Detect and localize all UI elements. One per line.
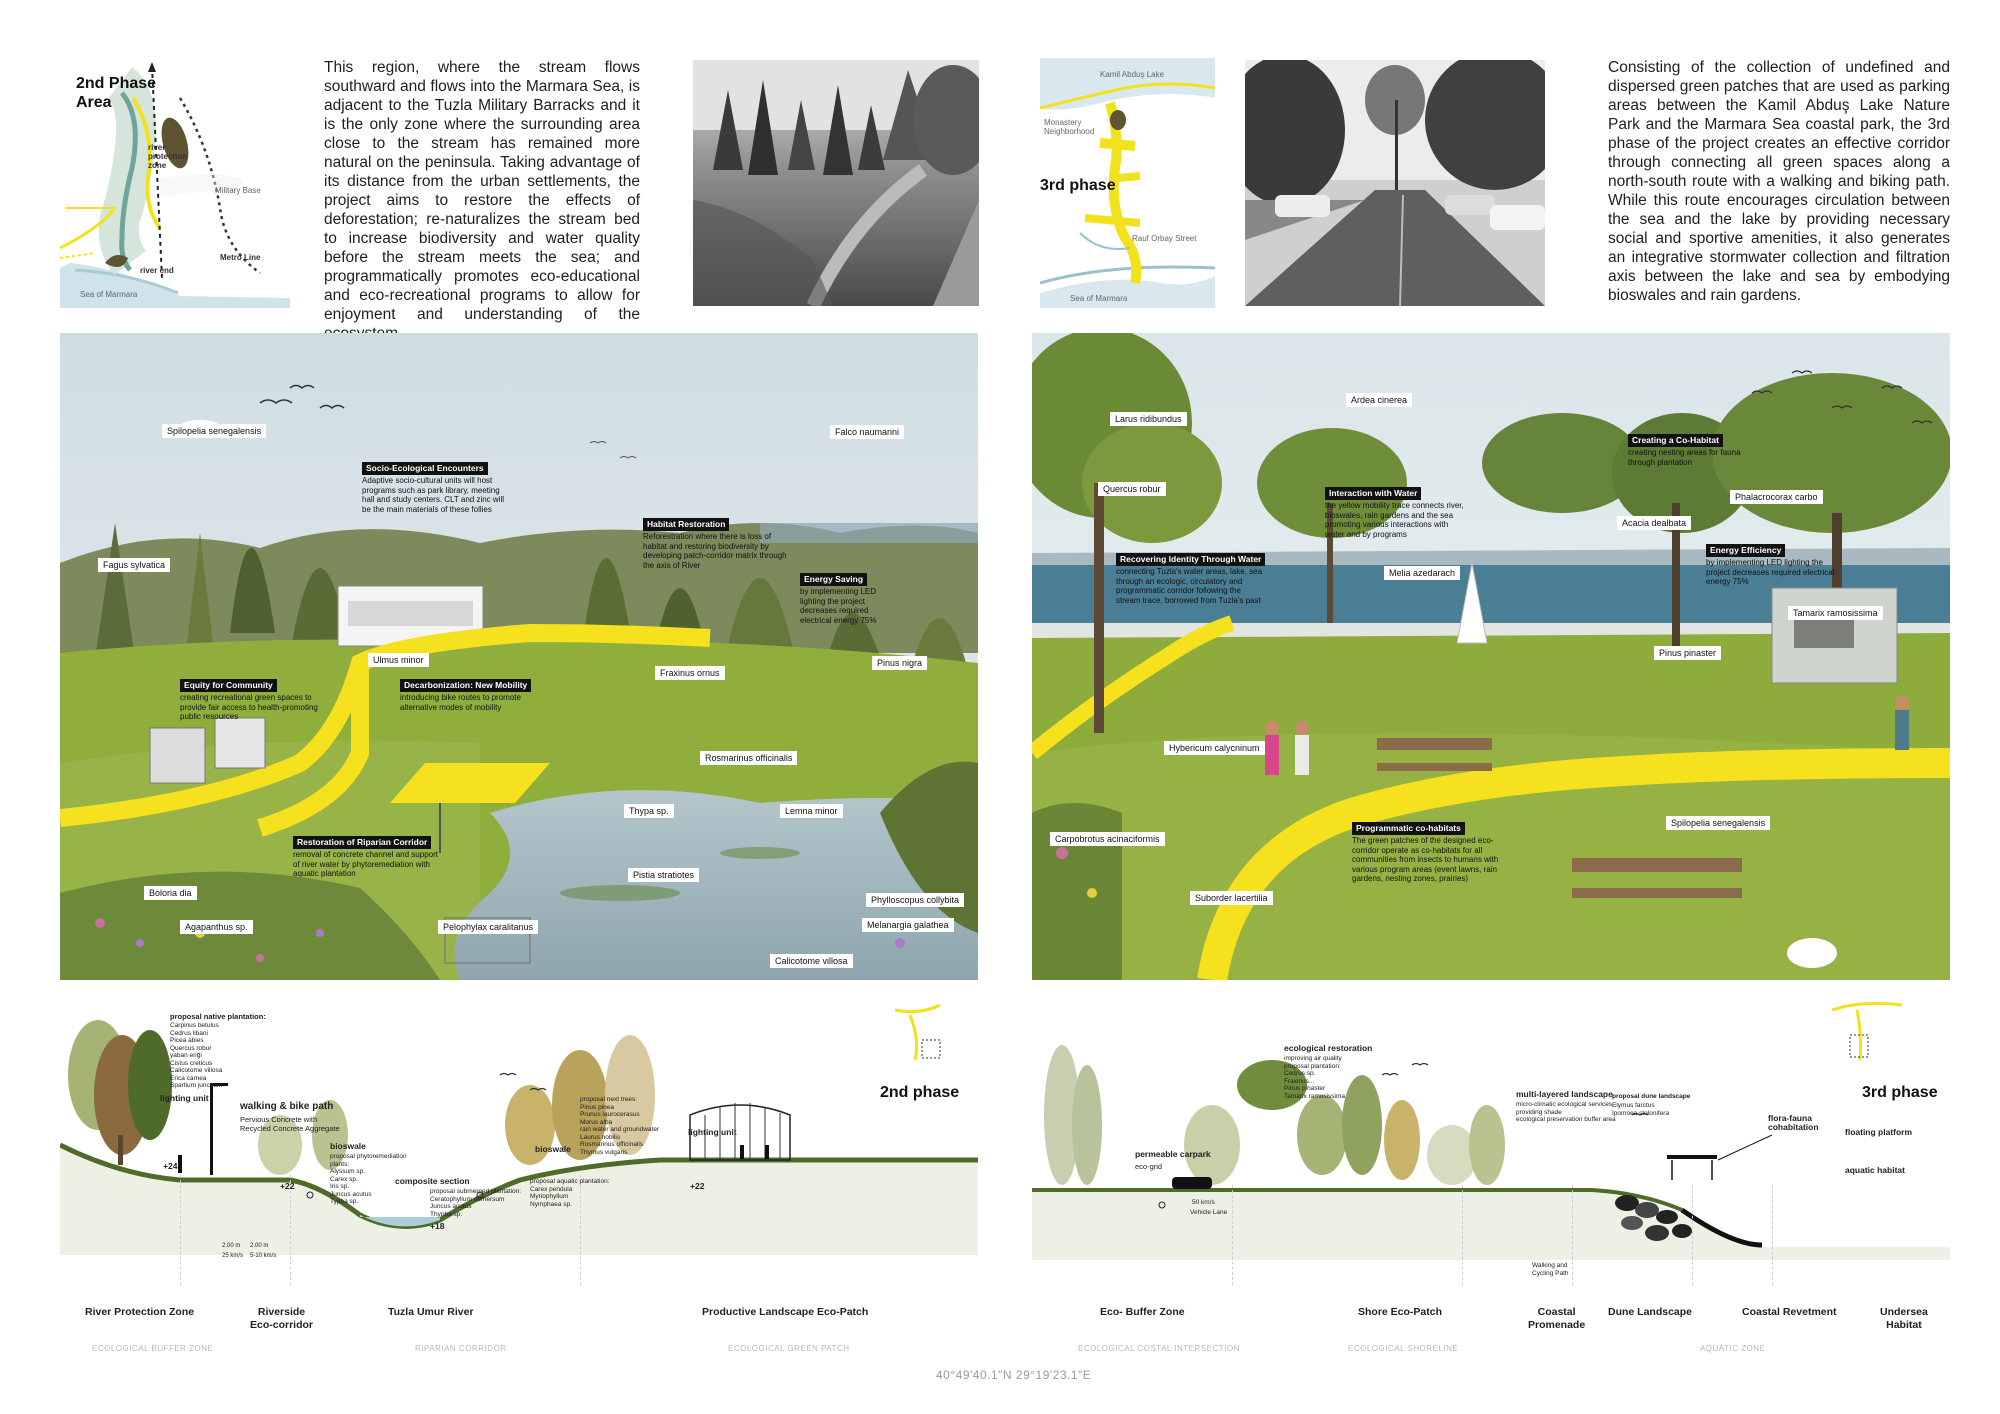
species-label: Lemna minor xyxy=(780,804,843,818)
ecological-zone-label: RIPARIAN CORRIDOR xyxy=(415,1344,507,1353)
section-zone-label: Coastal Promenade xyxy=(1528,1306,1586,1331)
speed-label: 25 km/s xyxy=(222,1253,244,1259)
vehicle-lane-label: Vehicle Lane xyxy=(1190,1209,1228,1216)
level-label: +22 xyxy=(280,1181,295,1191)
species-label: Spilopelia senegalensis xyxy=(1666,816,1770,830)
plantation-list: Carpinus betulus Cedrus libani Picea abies Quercus robur yaban eriği Cistus creticus Calicotome villosa Erica carnea Spartium junceum xyxy=(170,1022,223,1089)
phase2-section-title: 2nd phase xyxy=(880,1084,960,1101)
tag-title: Creating a Co-Habitat xyxy=(1628,434,1723,447)
tag-description: by implementing LED lighting the project decreases required electrical energy 75% xyxy=(800,587,877,625)
ecological-zone-label: ECOLOGICAL SHORELINE xyxy=(1348,1344,1459,1353)
species-label: Melia azedarach xyxy=(1384,566,1460,580)
phase3-sea-label: Sea of Marmara xyxy=(1070,294,1128,303)
military-base-label: Military Base xyxy=(215,186,261,195)
phase3-section-drawing xyxy=(1032,995,1950,1295)
section-zone-label: Coastal Revetment xyxy=(1742,1306,1837,1318)
lighting-unit-label: lighting unit xyxy=(160,1093,209,1103)
walking-cycling-path-label: Walking and Cycling Path xyxy=(1532,1262,1569,1277)
section-zone-label: River Protection Zone xyxy=(85,1306,195,1318)
ecological-zone-label: AQUATIC ZONE xyxy=(1700,1344,1766,1353)
section-zone-label: Riverside Eco-corridor xyxy=(250,1306,314,1331)
phase2-map-title: 2nd Phase Area xyxy=(76,75,157,111)
speed-label: 5-10 km/s xyxy=(250,1253,277,1259)
tag-title: Interaction with Water xyxy=(1325,487,1421,500)
species-label: Ulmus minor xyxy=(368,653,429,667)
proposal-trees-label: proposal next trees: Pinus pinea Prunus laurocerasus Morus alba rain water and groundwater Laurus nobilis Rosmarinus officinalis Thymus vulgaris xyxy=(580,1096,660,1156)
dune-landscape-desc: Elymus farctus Ipomoea stolonifera xyxy=(1612,1102,1670,1117)
tag-title: Equity for Community xyxy=(180,679,277,692)
species-label: Melanargia galathea xyxy=(862,918,954,932)
species-label: Carpobrotus acinaciformis xyxy=(1050,832,1165,846)
section-divider xyxy=(1462,1185,1463,1285)
phase3-site-map xyxy=(1040,58,1215,308)
bioswale-label: bioswale xyxy=(330,1141,366,1151)
tag-description: introducing bike routes to promote alternative modes of mobility xyxy=(400,693,521,712)
tag-description: by implementing LED lighting the project decreases required electrical energy 75% xyxy=(1706,558,1835,586)
floating-platform-label: floating platform xyxy=(1845,1127,1913,1137)
bioswale2-label: bioswale xyxy=(535,1144,571,1154)
tag-description: creating recreational green spaces to provide fair access to health-promoting public resources xyxy=(180,693,318,721)
tag-title: Habitat Restoration xyxy=(643,518,729,531)
river-end-label: river end xyxy=(140,266,174,275)
sea-of-marmara-label: Sea of Marmara xyxy=(80,290,138,299)
section-divider xyxy=(180,1175,181,1285)
section-zone-label: Eco- Buffer Zone xyxy=(1100,1306,1185,1318)
species-label: Boloria dia xyxy=(144,886,197,900)
monastery-label: Monastery Neighborhood xyxy=(1044,118,1095,136)
section-zone-label: Undersea Habitat xyxy=(1880,1306,1928,1331)
bioswale-desc: proposal phytoremediation plants: Alyssum sp. Carex sp. Iris sp. Juncus acutus Typha sp. xyxy=(330,1153,407,1205)
section-zone-label: Productive Landscape Eco-Patch xyxy=(702,1306,869,1318)
metro-line-label: Metro Line xyxy=(220,253,261,262)
walking-bike-path-label: walking & bike path xyxy=(240,1101,334,1112)
tag-title: Programmatic co-habitats xyxy=(1352,822,1465,835)
tag-description: The green patches of the designed eco-corridor operate as co-habitats for all communities from insects to humans with various program areas (event lawns, rain gardens, nesting zones, prairies) xyxy=(1352,836,1499,883)
species-label: Hybericum calycninum xyxy=(1164,741,1265,755)
phase3-description: Consisting of the collection of undefined and dispersed green patches that are used as parking areas between the Kamil Abduş Lake Nature Park and the Marmara Sea coastal park, the 3rd phase of the project creates an effective corridor through connecting all green spaces along a north-south route with a walking and biking path. While this route encourages circulation between the sea and the lake by providing necessary social and sportive amenities, it also generates an integrative stormwater collection and filtration axis between the lake and sea by embodying bioswales and rain gardens. xyxy=(1608,59,1950,304)
vehicle-lane-width: 50 km/s xyxy=(1192,1199,1215,1206)
species-label: Agapanthus sp. xyxy=(180,920,253,934)
phase3-parking-photo xyxy=(1245,60,1545,306)
species-label: Phylloscopus collybita xyxy=(866,893,964,907)
section-divider xyxy=(1232,1185,1233,1285)
species-label: Quercus robur xyxy=(1098,482,1166,496)
species-label: Spilopelia senegalensis xyxy=(162,424,266,438)
species-label: Tamarix ramosissima xyxy=(1788,606,1883,620)
tag-title: Restoration of Riparian Corridor xyxy=(293,836,431,849)
ecological-zone-label: ECOLOGICAL GREEN PATCH xyxy=(728,1344,850,1353)
permeable-carpark-label: permeable carpark xyxy=(1135,1149,1211,1159)
tag-description: connecting Tuzla's water areas, lake, sea through an ecologic, circulatory and programmatic corridor following the stream trace, borrowed from Tuzla's past xyxy=(1116,567,1263,605)
lane-width-label: 2.00 m xyxy=(222,1243,241,1249)
species-label: Pistia stratiotes xyxy=(628,868,699,882)
multi-layered-landscape-label: multi-layered landscape xyxy=(1516,1089,1613,1099)
section-divider xyxy=(1572,1185,1573,1285)
aquatic-habitat-label: aquatic habitat xyxy=(1845,1165,1905,1175)
kamil-abdus-lake-label: Kamil Abduş Lake xyxy=(1100,70,1165,79)
section-zone-label: Tuzla Umur River xyxy=(388,1306,474,1318)
tag-title: Decarbonization: New Mobility xyxy=(400,679,531,692)
tag-description: the yellow mobility trace connects river, bioswales, rain gardens and the sea promoting various interactions with water and by programs xyxy=(1325,501,1464,539)
tag-description: creating nesting areas for fauna through plantation xyxy=(1628,448,1741,467)
ecological-restoration-label: ecological restoration xyxy=(1284,1043,1373,1053)
lane-width-label: 2.00 m xyxy=(250,1243,269,1249)
species-label: Pelophylax caralitanus xyxy=(438,920,538,934)
phase2-site-map xyxy=(60,58,290,308)
multi-layered-landscape-desc: micro-climatic ecological services providing shade ecological preservation buffer area xyxy=(1516,1101,1616,1123)
species-label: Pinus pinaster xyxy=(1654,646,1721,660)
section-zone-label: Dune Landscape xyxy=(1608,1306,1693,1318)
species-label: Fagus sylvatica xyxy=(98,558,170,572)
phase2-stream-photo xyxy=(693,60,979,306)
tag-title: Energy Efficiency xyxy=(1706,544,1785,557)
species-label: Falco naumanni xyxy=(830,425,904,439)
composite-section-label: composite section xyxy=(395,1176,470,1186)
species-label: Phalacrocorax carbo xyxy=(1730,490,1823,504)
species-label: Thypa sp. xyxy=(624,804,674,818)
phase2-description: This region, where the stream flows southward and flows into the Marmara Sea, is adjacent to the Tuzla Military Barracks and it is the only zone where the surrounding area close to the stream has remained more natural on the peninsula. Taking advantage of its distance from the urban settlements, the project aims to restore the effects of deforestation; re-naturalizes the stream bed to increase biodiversity and water quality before the stream meets the sea; and programmatically promotes eco-educational and eco-recreational programs to allow for enjoyment and understanding of the xyxy=(324,59,640,323)
permeable-carpark-desc: eco-grid xyxy=(1135,1162,1163,1171)
species-label: Larus ridibundus xyxy=(1110,412,1187,426)
level-label: +18 xyxy=(430,1221,445,1231)
rauf-orbay-street-label: Rauf Orbay Street xyxy=(1132,234,1197,243)
species-label: Fraxinus ornus xyxy=(655,666,725,680)
species-label: Suborder lacertilia xyxy=(1190,891,1273,905)
phase3-section-title: 3rd phase xyxy=(1862,1084,1938,1101)
dune-landscape-proposal-label: proposal dune landscape xyxy=(1612,1093,1691,1100)
tag-description: Reforestration where there is loss of habitat and restoring biodiversity by developing patch-corridor matrix through the axis of River xyxy=(643,532,787,570)
level-label: +22 xyxy=(690,1181,705,1191)
section-divider xyxy=(1772,1185,1773,1285)
ecological-restoration-desc: improving air quality proposal plantation: Cedrus sp. Fraxinus... Pinus pinaster Tamarix ramosissima xyxy=(1284,1055,1346,1100)
tag-description: removal of concrete channel and support of river water by phytoremediation with aquatic plantation xyxy=(293,850,438,878)
species-label: Calicotome villosa xyxy=(770,954,853,968)
species-label: Ardea cinerea xyxy=(1346,393,1412,407)
ecological-zone-label: ECOLOGICAL COSTAL INTERSECTION xyxy=(1078,1344,1240,1353)
tag-title: Socio-Ecological Encounters xyxy=(362,462,488,475)
species-label: Rosmarinus officinalis xyxy=(700,751,797,765)
walking-bike-path-desc: Pervious Concrete with Recycled Concrete Aggregate xyxy=(240,1115,340,1133)
level-label: +24 xyxy=(163,1161,178,1171)
ecological-zone-label: ECOLOGICAL BUFFER ZONE xyxy=(92,1344,214,1353)
tag-description: Adaptive socio-cultural units will host programs such as park library, meeting hall and study centers. CLT and zinc will be the main materials of these follies xyxy=(362,476,504,514)
section-divider xyxy=(1692,1185,1693,1285)
lighting-unit2-label: lighting unit xyxy=(688,1127,737,1137)
submerged-plantation-label: proposal submerged plantation: Ceratophyllum demersum Juncus acutus Thypha sp. xyxy=(430,1188,522,1218)
tag-title: Energy Saving xyxy=(800,573,867,586)
site-coordinates: 40°49'40.1"N 29°19'23.1"E xyxy=(936,1368,1092,1382)
section-divider xyxy=(290,1175,291,1285)
river-protection-zone-label: river protection zone xyxy=(148,143,188,170)
plantation-title: proposal native plantation: xyxy=(170,1012,266,1021)
aquatic-plantation-label: proposal aquatic plantation: Carex pendula Myriophyllum Nymphaea sp. xyxy=(530,1178,610,1208)
flora-fauna-label: flora-fauna cohabitation xyxy=(1768,1113,1819,1132)
species-label: Acacia dealbata xyxy=(1617,516,1691,530)
phase3-map-title: 3rd phase xyxy=(1040,177,1116,194)
species-label: Pinus nigra xyxy=(872,656,927,670)
tag-title: Recovering Identity Through Water xyxy=(1116,553,1265,566)
section-zone-label: Shore Eco-Patch xyxy=(1358,1306,1443,1318)
